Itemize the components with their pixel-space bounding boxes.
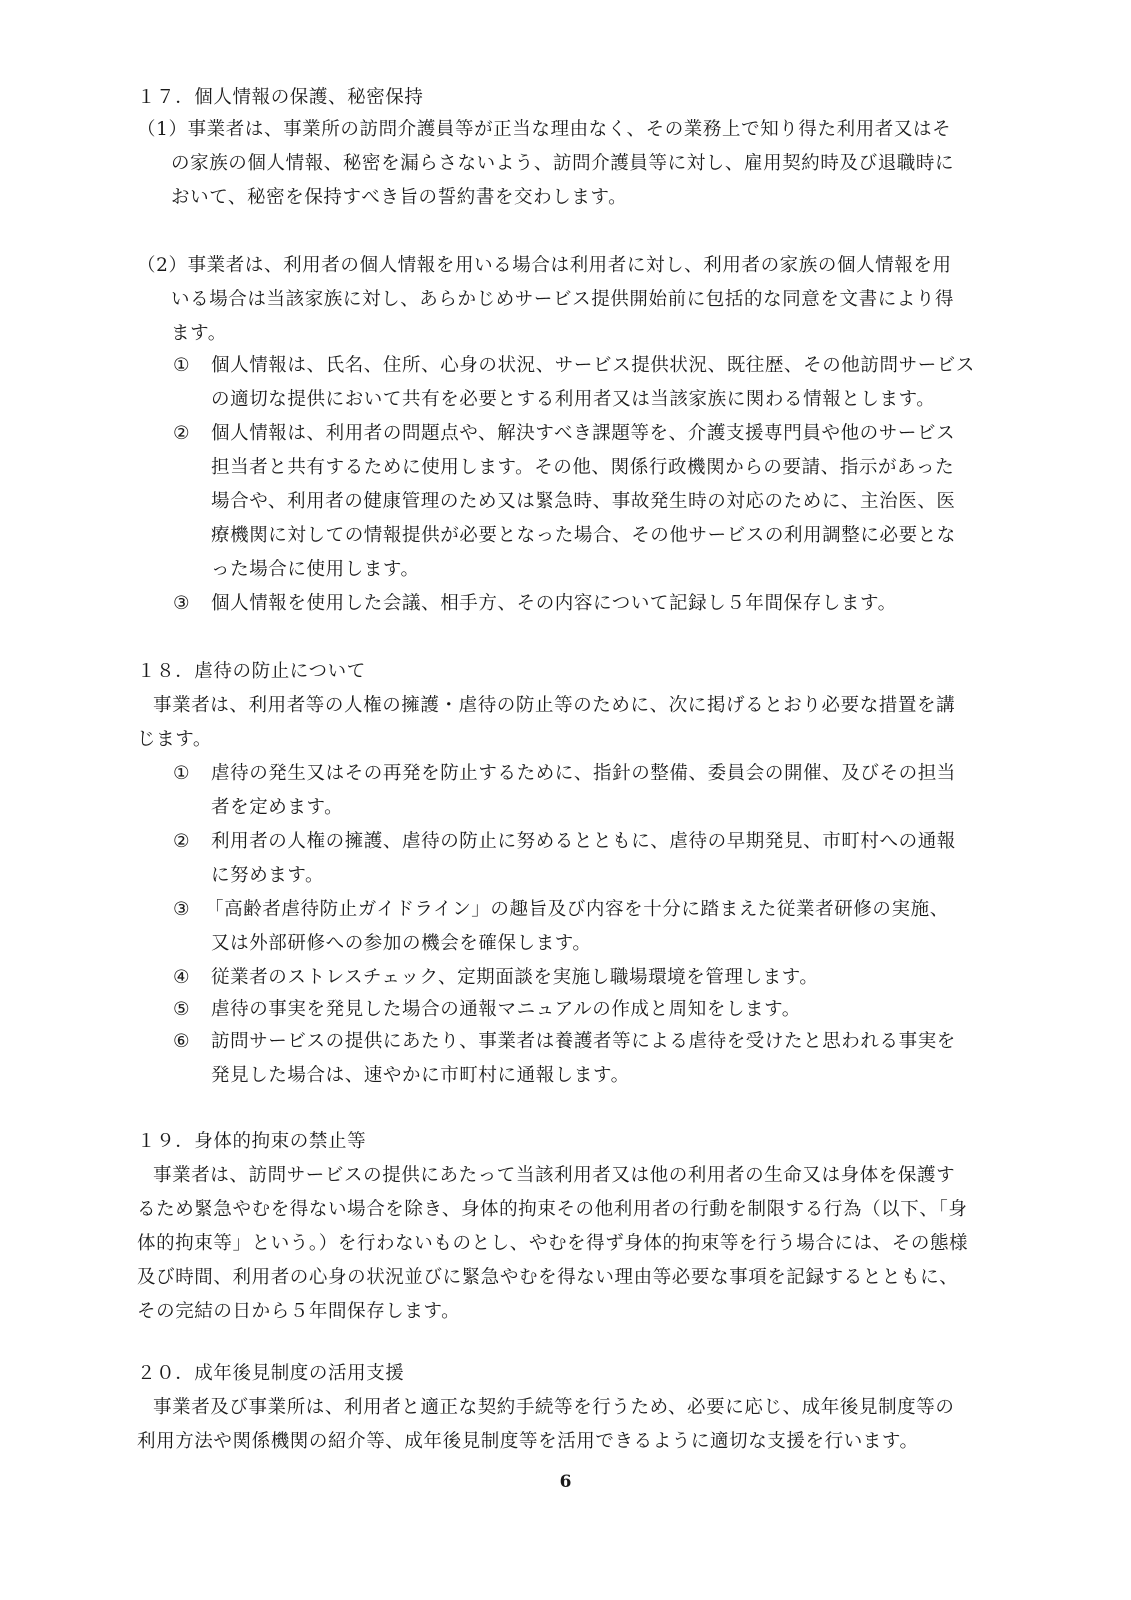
page-number: 6 <box>559 1472 572 1492</box>
s18-item-2-line-1: 利用者の人権の擁護、虐待の防止に努めるとともに、虐待の早期発見、市町村への通報 <box>211 831 956 852</box>
s18-item-2-line-2: に努めます。 <box>211 865 325 886</box>
s18-item-6-line-1: 訪問サービスの提供にあたり、事業者は養護者等による虐待を受けたと思われる事実を <box>211 1031 956 1052</box>
section-17-heading: １７．個人情報の保護、秘密保持 <box>137 87 424 108</box>
s17-p2-line-1: （2）事業者は、利用者の個人情報を用いる場合は利用者に対し、利用者の家族の個人情報を用 <box>137 255 952 276</box>
s17-item-2-marker: ② <box>173 423 190 444</box>
s17-item-3-line-1: 個人情報を使用した会議、相手方、その内容について記録し５年間保存します。 <box>211 593 897 614</box>
s20-body-line-1: 事業者及び事業所は、利用者と適正な契約手続等を行うため、必要に応じ、成年後見制度等の <box>153 1397 955 1418</box>
s18-item-1-marker: ① <box>173 763 190 784</box>
s18-intro-line-1: 事業者は、利用者等の人権の擁護・虐待の防止等のために、次に掲げるとおり必要な措置を講 <box>153 695 956 716</box>
section-19-heading: １９．身体的拘束の禁止等 <box>137 1131 367 1152</box>
s17-p1-line-1: （1）事業者は、事業所の訪問介護員等が正当な理由なく、その業務上で知り得た利用者又はそ <box>137 119 952 140</box>
s17-item-1-line-2: の適切な提供において共有を必要とする利用者又は当該家族に関わる情報とします。 <box>211 389 936 410</box>
s18-item-4-line-1: 従業者のストレスチェック、定期面談を実施し職場環境を管理します。 <box>211 967 819 988</box>
s18-item-6-marker: ⑥ <box>173 1031 190 1052</box>
s18-item-3-marker: ③ <box>173 899 190 920</box>
s18-item-3-line-2: 又は外部研修への参加の機会を確保します。 <box>211 933 592 954</box>
s19-body-line-2: るため緊急やむを得ない場合を除き、身体的拘束その他利用者の行動を制限する行為（以下、「身 <box>137 1199 968 1220</box>
s17-item-1-marker: ① <box>173 355 190 376</box>
s20-body-line-2: 利用方法や関係機関の紹介等、成年後見制度等を活用できるように適切な支援を行います。 <box>137 1431 919 1452</box>
s18-item-6-line-2: 発見した場合は、速やかに市町村に通報します。 <box>211 1065 630 1086</box>
s19-body-line-3: 体的拘束等」という。）を行わないものとし、やむを得ず身体的拘束等を行う場合には、その態様 <box>137 1233 969 1254</box>
s19-body-line-1: 事業者は、訪問サービスの提供にあたって当該利用者又は他の利用者の生命又は身体を保護す <box>153 1165 956 1186</box>
s17-p1-line-3: おいて、秘密を保持すべき旨の誓約書を交わします。 <box>171 187 628 208</box>
s18-item-4-marker: ④ <box>173 967 190 988</box>
s17-item-1-line-1: 個人情報は、氏名、住所、心身の状況、サービス提供状況、既往歴、その他訪問サービス <box>211 355 976 376</box>
s17-item-2-line-1: 個人情報は、利用者の問題点や、解決すべき課題等を、介護支援専門員や他のサービス <box>211 423 956 444</box>
section-20-heading: ２０．成年後見制度の活用支援 <box>137 1363 405 1384</box>
s19-body-line-5: その完結の日から５年間保存します。 <box>137 1301 461 1322</box>
s18-intro-line-2: じます。 <box>137 729 212 750</box>
s17-item-3-marker: ③ <box>173 593 190 614</box>
s17-p2-line-3: ます。 <box>171 323 227 344</box>
s18-item-3-line-1: 「高齢者虐待防止ガイドライン」の趣旨及び内容を十分に踏まえた従業者研修の実施、 <box>205 899 949 920</box>
s17-item-2-line-5: った場合に使用します。 <box>211 559 420 580</box>
s18-item-5-marker: ⑤ <box>173 999 190 1020</box>
s17-item-2-line-4: 療機関に対しての情報提供が必要となった場合、その他サービスの利用調整に必要とな <box>211 525 956 546</box>
s18-item-5-line-1: 虐待の事実を発見した場合の通報マニュアルの作成と周知をします。 <box>211 999 801 1020</box>
s17-p2-line-2: いる場合は当該家族に対し、あらかじめサービス提供開始前に包括的な同意を文書により得 <box>171 289 955 310</box>
s17-item-2-line-3: 場合や、利用者の健康管理のため又は緊急時、事故発生時の対応のために、主治医、医 <box>211 491 956 512</box>
s19-body-line-4: 及び時間、利用者の心身の状況並びに緊急やむを得ない理由等必要な事項を記録するとともに、 <box>137 1267 959 1288</box>
s17-p1-line-2: の家族の個人情報、秘密を漏らさないよう、訪問介護員等に対し、雇用契約時及び退職時に <box>171 153 955 174</box>
s18-item-1-line-2: 者を定めます。 <box>211 797 344 818</box>
s17-item-2-line-2: 担当者と共有するために使用します。その他、関係行政機関からの要請、指示があった <box>211 457 955 478</box>
s18-item-2-marker: ② <box>173 831 190 852</box>
s18-item-1-line-1: 虐待の発生又はその再発を防止するために、指針の整備、委員会の開催、及びその担当 <box>211 763 956 784</box>
section-18-heading: １８．虐待の防止について <box>137 661 366 682</box>
